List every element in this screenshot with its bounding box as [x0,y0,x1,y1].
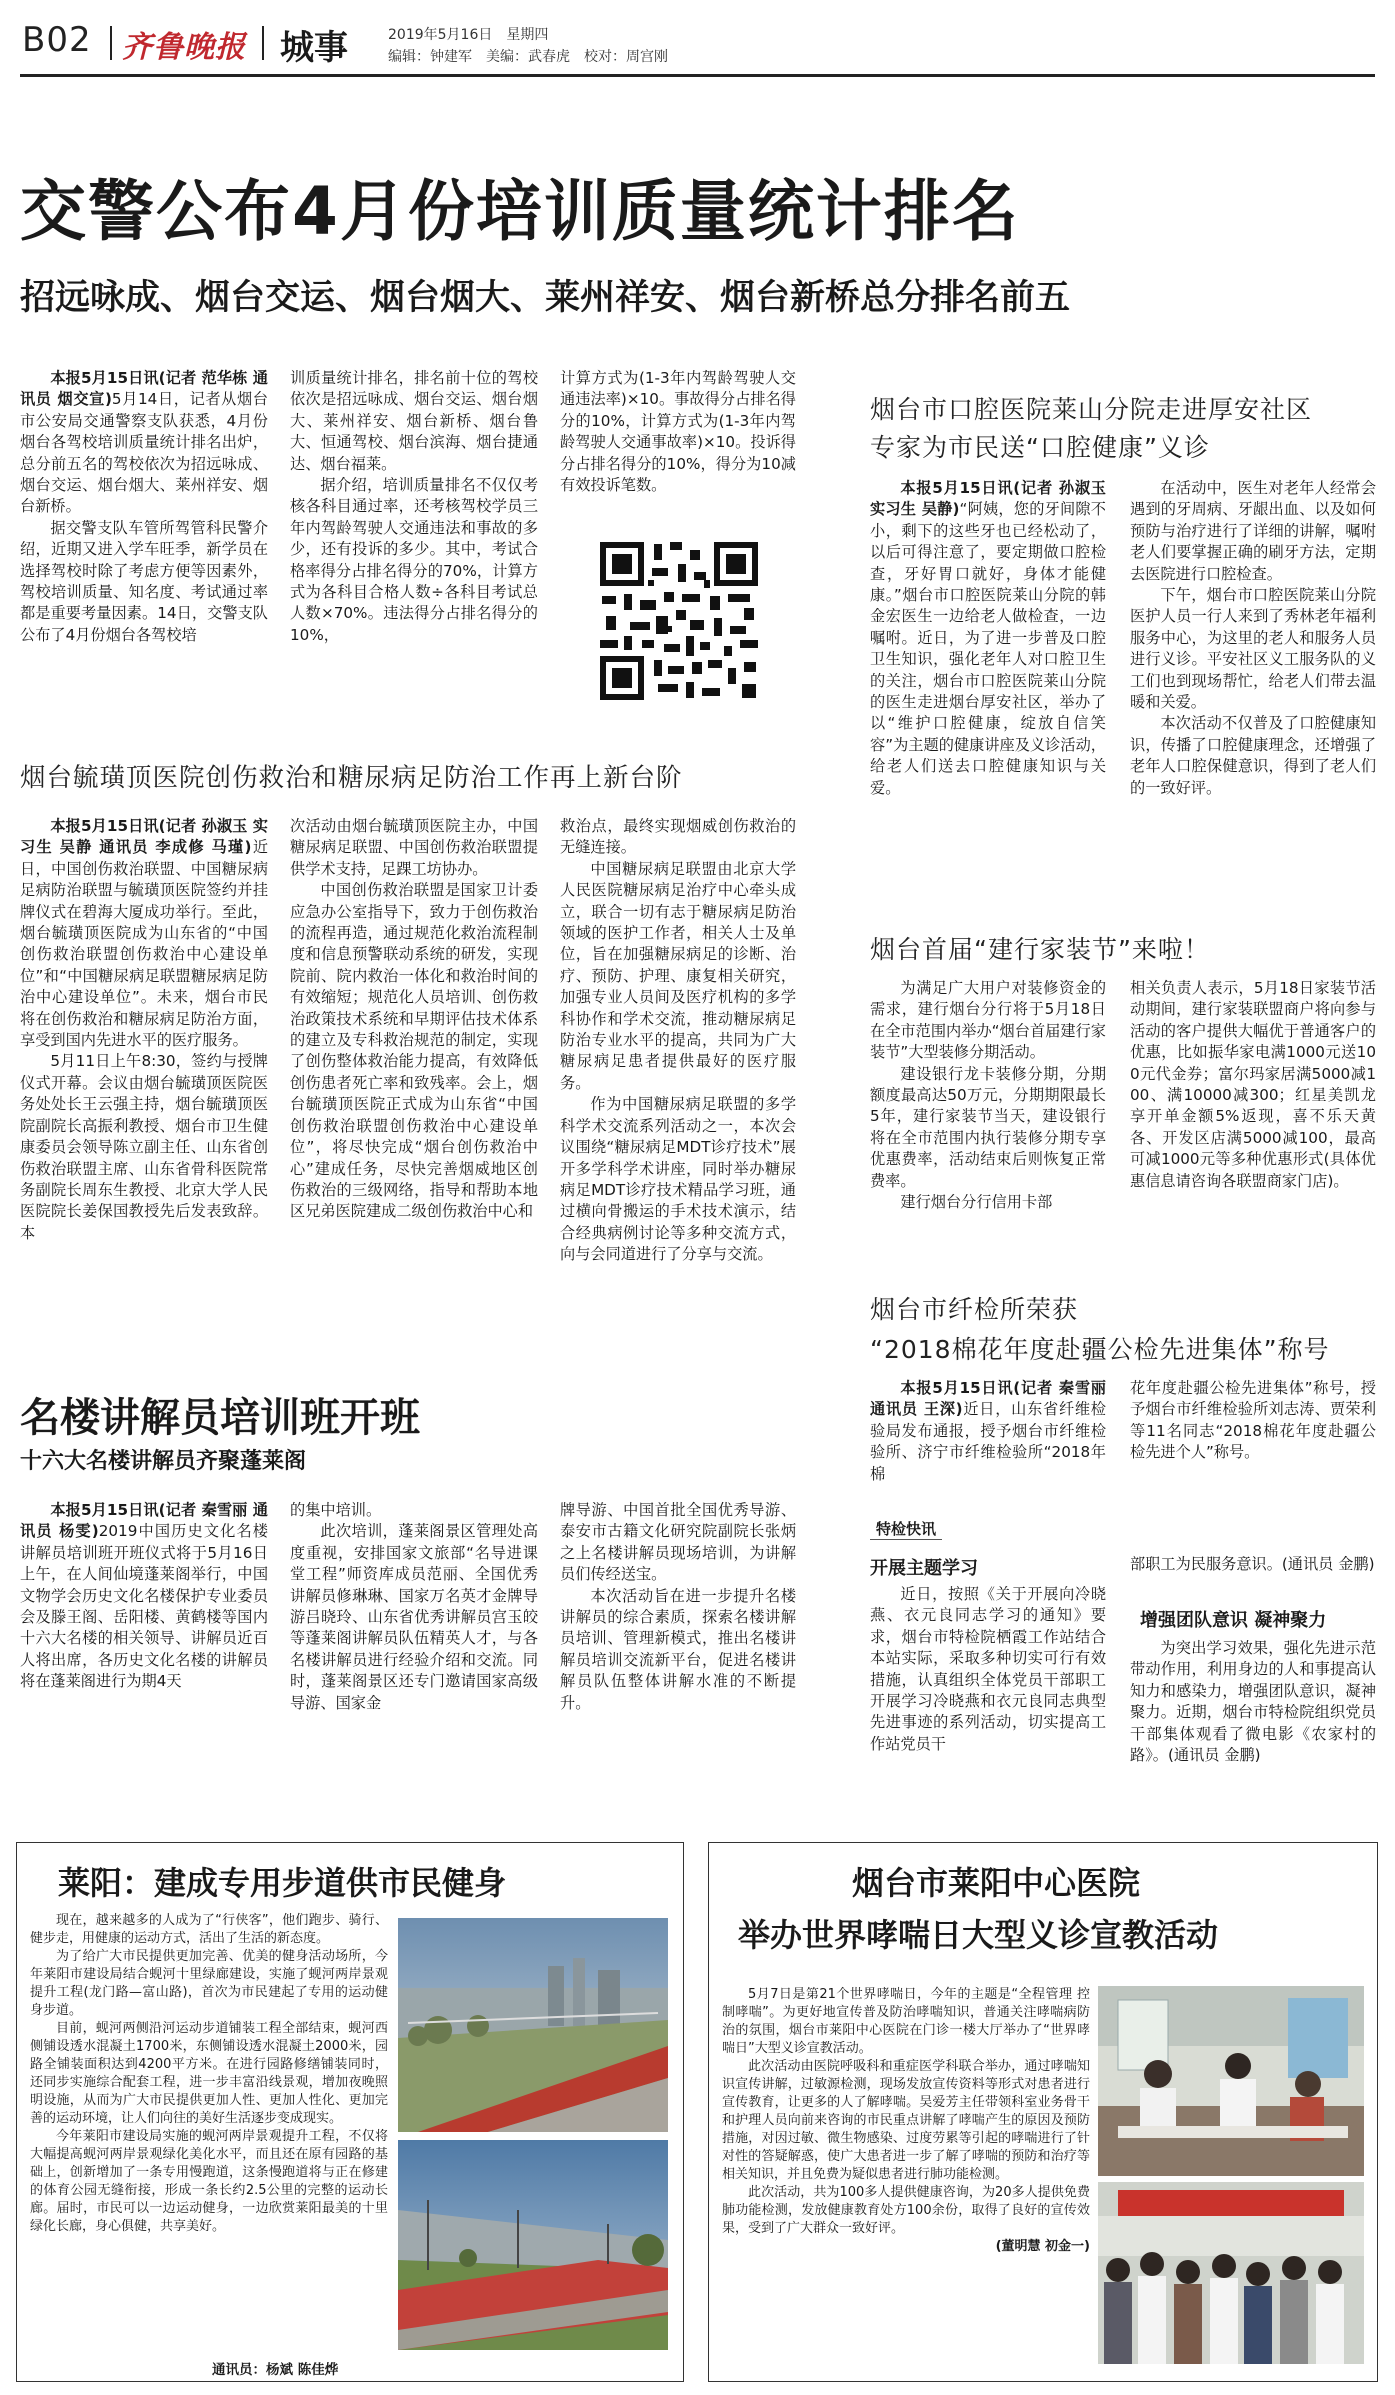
lead-subheadline: 招远咏成、烟台交运、烟台烟大、莱州祥安、烟台新桥总分排名前五 [20,278,1071,318]
riverside-path-photo [398,1918,668,2132]
masthead-divider [262,26,264,60]
guides-column-2: 的集中培训。 此次培训，蓬莱阁景区管理处高度重视，安排国家文旅部“名导进课堂工程”师资库成员范丽、全国优秀讲解员修琳琳、国家万名英才金牌导游吕晓玲、山东省优秀讲解员宫玉皎等蓬莱阁讲解员队伍精英人才，与各名楼讲解员进行经验介绍和交流。同时，蓬莱阁景区还专门邀请国家高级导游、国家金 [290,1501,538,1712]
home-headline: 烟台首届“建行家装节”来啦！ [870,935,1210,964]
crowd-photo [1098,2182,1364,2364]
dental-headline-2: 专家为市民送“口腔健康”义诊 [870,433,1210,462]
consultation-photo [1098,1986,1364,2176]
fiber-column-1: 本报5月15日讯(记者 秦雪丽 通讯员 王深)近日，山东省纤维检验局发布通报，授予烟台市纤维检验所、济宁市纤维检验所“2018年棉 [870,1379,1106,1483]
masthead-rule [20,74,1375,77]
lead-column-3: 计算方式为(1-3年内驾龄驾驶人交通违法率)×10。事故得分占排名得分的10%，计算方式为(1-3年内驾龄驾驶人交通事故率)×10。投诉得分占排名得分的10%，得分为10减有效投诉笔数。 [560,369,796,495]
laiyang-credit: 通讯员：杨斌 陈佳烨 [212,2362,339,2378]
home-column-1: 为满足广大用户对装修资金的需求，建行烟台分行将于5月18日在全市范围内举办“烟台首届建行家装节”大型装修分期活动。 建设银行龙卡装修分期，分期额度最高达50万元，分期期限最长5年，建行家装节当天，建设银行将在全市范围内执行装修分期专享优惠费率，活动结束后则恢复正常费率。 建行烟台分行信用卡部 [870,979,1106,1212]
diabetes-column-2: 次活动由烟台毓璜顶医院主办，中国糖尿病足联盟、中国创伤救治联盟提供学术支持，足踝工坊协办。 中国创伤救治联盟是国家卫计委应急办公室指导下，致力于创伤救治的流程再造，通过规范化救治流程制度和信息预警联动系统的研发，实现院前、院内救治一体化和救治时间的有效缩短；规范化人员培训、创伤救治政策技术系统和早期评估技术体系的建立及专科救治规范的制定，实现了创伤整体救治能力提高，有效降低创伤患者死亡率和致残率。会上，烟台毓璜顶医院正式成为山东省“中国创伤救治联盟创伤救治中心建设单位”，将尽快完成“烟台创伤救治中心”建成任务，尽快完善烟威地区创伤救治的三级网络，指导和帮助本地区兄弟医院建成二级创伤救治中心和 [290,817,538,1221]
guides-byline: 本报5月15日讯(记者 秦雪丽 通讯员 杨雯) [20,1501,268,1541]
section-name: 城事 [280,28,348,68]
masthead-credits: 编辑：钟建军 美编：武春虎 校对：周宫刚 [388,49,668,65]
dental-column-1: 本报5月15日讯(记者 孙淑玉 实习生 吴静)“阿姨，您的牙间隙不小，剩下的这些牙也已经松动了，以后可得注意了，要定期做口腔检查，牙好胃口就好，身体才能健康。”烟台市口腔医院莱山分院的韩金宏医生一边给老人做检查，一边嘱咐。近日，为了进一步普及口腔卫生知识，强化老年人对口腔卫生的关注，烟台市口腔医院莱山分院的医生走进烟台厚安社区，举办了以“维护口腔健康，绽放自信笑容”为主题的健康讲座及义诊活动，给老人们送去口腔健康知识与关爱。 [870,479,1106,797]
brief-column-1: 近日，按照《关于开展向冷晓燕、衣元良同志学习的通知》要求，烟台市特检院栖霞工作站结合本站实际，采取多种切实可行有效措施，认真组织全体党员干部职工开展学习冷晓燕和衣元良同志典型先进事迹的系列活动，切实提高工作站党员干 [870,1585,1106,1753]
fiber-byline: 本报5月15日讯(记者 秦雪丽 通讯员 王深) [870,1379,1106,1419]
brief-headline-2: 增强团队意识 凝神聚力 [1140,1610,1327,1631]
qr-code [594,536,764,706]
hospital-credit: (董明慧 初金一) [995,2239,1090,2254]
hospital-body: 5月7日是第21个世界哮喘日，今年的主题是“全程管理 控制哮喘”。为更好地宣传普及防治哮喘知识，普通关注哮喘病防治的氛围，烟台市莱阳中心医院在门诊一楼大厅举办了“世界哮喘日”大型义诊宣教活动。 此次活动由医院呼吸科和重症医学科联合举办，通过哮喘知识宣传讲解，过敏源检测，现场发放宣传资料等形式对患者进行宣传教育，让更多的人了解哮喘。吴爱芳主任带领科室业务骨干和护理人员向前来咨询的市民重点讲解了哮喘产生的原因及预防措施，对因过敏、微生物感染、过度劳累等引起的哮喘进行了针对性的答疑解惑，使广大患者进一步了解了哮喘的预防和治疗等相关知识，并且免费为疑似患者进行肺功能检测。 此次活动，共为100多人提供健康咨询，为20多人提供免费肺功能检测，发放健康教育处方100余份，取得了良好的宣传效果，受到了广大群众一致好评。 (董明慧 初金一) [722,1987,1090,2254]
brief-label: 特检快讯 [870,1518,942,1540]
guides-column-3: 牌导游、中国首批全国优秀导游、泰安市古籍文化研究院副院长张炳之上名楼讲解员现场培训，为讲解员们传经送宝。 本次活动旨在进一步提升名楼讲解员的综合素质，探索名楼讲解员培训、管理新模式，推出名楼讲解员培训交流新平台，促进名楼讲解员队伍整体讲解水准的不断提升。 [560,1501,796,1712]
diabetes-byline: 本报5月15日讯(记者 孙淑玉 实习生 吴静 通讯员 李成修 马瑾) [20,817,268,857]
masthead-date: 2019年5月16日 星期四 [388,27,549,43]
home-column-2: 相关负责人表示，5月18日家装节活动期间，建行家装联盟商户将向参与活动的客户提供大幅优于普通客户的优惠，比如振华家电满1000元送100元代金券；富尔玛家居满5000减100、满10000减300；红星美凯龙享开单金额5%返现，喜不乐天黄各、开发区店满5000减100，最高可减1000元等多种优惠形式(具体优惠信息请咨询各联盟商家门店)。 [1130,979,1376,1190]
dental-headline-1: 烟台市口腔医院莱山分院走进厚安社区 [870,395,1313,424]
page-number: B02 [22,20,92,60]
brief-headline-1: 开展主题学习 [870,1558,978,1579]
laiyang-body: 现在，越来越多的人成为了“行侠客”，他们跑步、骑行、健步走，用健康的运动方式，活出了生活的新态度。 为了给广大市民提供更加完善、优美的健身活动场所，今年莱阳市建设局结合蚬河十里绿廊建设，实施了蚬河两岸景观提升工程(龙门路—富山路)，首次为市民建起了专用的运动健身步道。 目前，蚬河两侧沿河运动步道铺装工程全部结束，蚬河西侧铺设透水混凝土1700米，东侧铺设透水混凝土2000米，园路全铺装面积达到4200平方米。在进行园路修缮铺装同时，还同步实施综合配套工程，进一步丰富沿线景观，增加夜晚照明设施，从而为广大市民提供更加人性、更加人性化、更加完善的运动环境，让人们向往的美好生活逐步变成现实。 今年莱阳市建设局实施的蚬河两岸景观提升工程，不仅将大幅提高蚬河两岸景观绿化美化水平，而且还在原有园路的基础上，创新增加了一条专用慢跑道，这条慢跑道将与正在修建的体育公园无缝衔接，形成一条长约2.5公里的完整的运动长廊。届时，市民可以一边运动健身，一边欣赏莱阳最美的十里绿化长廊，身心俱健，共享美好。 [30,1913,388,2234]
diabetes-column-1: 本报5月15日讯(记者 孙淑玉 实习生 吴静 通讯员 李成修 马瑾)近日，中国创伤救治联盟、中国糖尿病足病防治联盟与毓璜顶医院签约并挂牌仪式在碧海大厦成功举行。至此，烟台毓璜顶医院成为山东省的“中国创伤救治联盟创伤救治中心建设单位”和“中国糖尿病足联盟糖尿病足防治中心建设单位”。未来，烟台市民将在创伤救治和糖尿病足防治方面，享受到国内先进水平的医疗服务。 5月11日上午8:30，签约与授牌仪式开幕。会议由烟台毓璜顶医院医务处处长王云强主持，烟台毓璜顶医院副院长高振利教授、烟台市卫生健康委员会领导陈立副主任、山东省创伤救治联盟主席、山东省骨科医院常务副院长周东生教授、北京大学人民医院院长姜保国教授先后发表致辞。本 [20,817,268,1242]
brief-column-2a: 部职工为民服务意识。(通讯员 金鹏) [1130,1555,1375,1573]
lead-column-1: 本报5月15日讯(记者 范华栋 通讯员 烟交宣)5月14日，记者从烟台市公安局交通警察支队获悉，4月份烟台各驾校培训质量统计排名出炉，总分前五名的驾校依次为招远咏成、烟台交运、烟台烟大、莱州祥安、烟台新桥。 据交警支队车管所驾管科民警介绍，近期又进入学车旺季，新学员在选择驾校时除了考虑方便等因素外，驾校培训质量、知名度、考试通过率都是重要考量因素。14日，交警支队公布了4月份烟台各驾校培 [20,369,268,644]
diabetes-headline: 烟台毓璜顶医院创伤救治和糖尿病足防治工作再上新台阶 [20,763,683,793]
guides-headline: 名楼讲解员培训班开班 [20,1395,420,1441]
dental-column-2: 在活动中，医生对老年人经常会遇到的牙周病、牙龈出血、以及如何预防与治疗进行了详细的讲解，嘱咐老人们要掌握正确的刷牙方法，定期去医院进行口腔检查。 下午，烟台市口腔医院莱山分院医护人员一行人来到了秀林老年福利服务中心，为这里的老人和服务人员进行义诊。平安社区义工服务队的义工们也到现场帮忙，给老人们带去温暖和关爱。 本次活动不仅普及了口腔健康知识，传播了口腔健康理念，还增强了老年人口腔保健意识，得到了老人们的一致好评。 [1130,479,1376,797]
newspaper-logo: 齐鲁晚报 [122,30,246,65]
guides-subheadline: 十六大名楼讲解员齐聚蓬莱阁 [20,1449,307,1474]
guides-column-1: 本报5月15日讯(记者 秦雪丽 通讯员 杨雯)2019中国历史文化名楼讲解员培训班开班仪式将于5月16日上午，在人间仙境蓬莱阁举行，中国文物学会历史文化名楼保护专业委员会及滕王阁、岳阳楼、黄鹤楼等国内十六大名楼的相关领导、讲解员近百人将出席，各历史文化名楼的讲解员将在蓬莱阁进行为期4天 [20,1501,268,1691]
running-track-photo [398,2140,668,2350]
lead-headline: 交警公布4月份培训质量统计排名 [20,173,1020,250]
masthead-divider [110,26,112,60]
fiber-headline-2: “2018棉花年度赴疆公检先进集体”称号 [870,1335,1330,1364]
brief-column-2: 为突出学习效果，强化先进示范带动作用，利用身边的人和事提高认知力和感染力，增强团队意识，凝神聚力。近期，烟台市特检院组织党员干部集体观看了微电影《农家村的路》。(通讯员 金鹏) [1130,1639,1376,1765]
diabetes-column-3: 救治点，最终实现烟威创伤救治的无缝连接。 中国糖尿病足联盟由北京大学人民医院糖尿病足治疗中心牵头成立，联合一切有志于糖尿病足防治领域的医护工作者，相关人士及单位，旨在加强糖尿病足的诊断、治疗、预防、护理、康复相关研究，加强专业人员间及医疗机构的多学科协作和学术交流，推动糖尿病足防治专业水平的提高，共同为广大糖尿病足患者提供最好的医疗服务。 作为中国糖尿病足联盟的多学科学术交流系列活动之一，本次会议围绕“糖尿病足MDT诊疗技术”展开多学科学术讲座，同时举办糖尿病足MDT诊疗技术精品学习班，通过横向骨搬运的手术技术演示，结合经典病例讨论等多种交流方式，向与会同道进行了分享与交流。 [560,817,796,1264]
dental-byline: 本报5月15日讯(记者 孙淑玉 实习生 吴静) [870,479,1106,519]
laiyang-headline: 莱阳：建成专用步道供市民健身 [58,1864,507,1902]
lead-column-2: 训质量统计排名，排名前十位的驾校依次是招远咏成、烟台交运、烟台烟大、莱州祥安、烟台新桥、烟台鲁大、恒通驾校、烟台滨海、烟台捷通达、烟台福莱。 据介绍，培训质量排名不仅仅考核各科目通过率，还考核驾校学员三年内驾龄驾驶人交通违法和事故的多少，还有投诉的多少。其中，考试合格率得分占排名得分的70%，计算方式为各科目合格人数÷各科目考试总人数×70%。违法得分占排名得分的10%， [290,369,538,644]
hospital-headline-2: 举办世界哮喘日大型义诊宣教活动 [738,1916,1219,1954]
fiber-column-2: 花年度赴疆公检先进集体”称号，授予烟台市纤维检验所刘志涛、贾荣利等11名同志“2018棉花年度赴疆公检先进个人”称号。 [1130,1379,1376,1462]
lead-byline: 本报5月15日讯(记者 范华栋 通讯员 烟交宣) [20,369,268,409]
hospital-headline-1: 烟台市莱阳中心医院 [852,1864,1141,1902]
fiber-headline-1: 烟台市纤检所荣获 [870,1295,1079,1324]
